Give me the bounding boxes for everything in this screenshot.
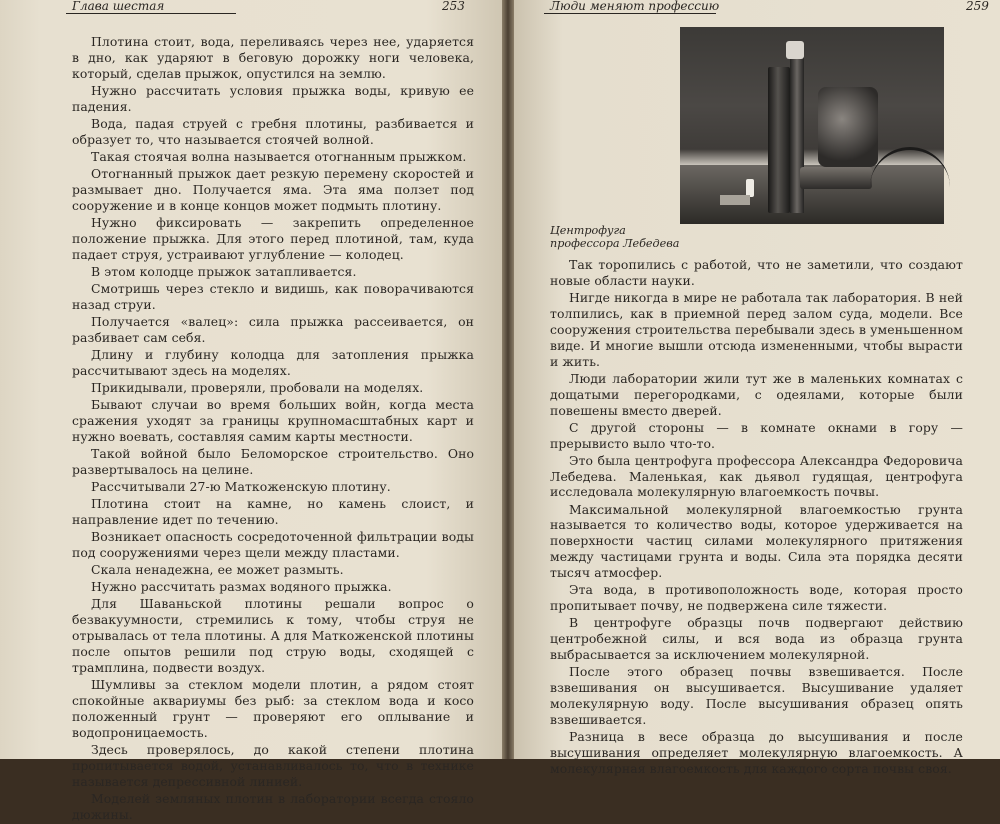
paragraph: Прикидывали, проверяли, пробовали на моделях.	[91, 379, 424, 395]
paragraph: Отогнанный прыжок дает резкую перемену скоростей и размывает дно. Получается яма. Эта яма ползет под сооружение и в конце концов может подмыть плотину.	[72, 166, 474, 213]
running-header-left: Глава шестая	[72, 0, 165, 13]
photo-blocks	[720, 195, 750, 205]
paragraph: Возникает опасность сосредоточенной фильтрации воды под сооружениями через щели между пластами.	[72, 529, 474, 560]
paragraph: Вода, падая струей с гребня плотины, разбивается и образует то, что называется стоячей волной.	[72, 115, 474, 147]
paragraph: Нужно рассчитать условия прыжка воды, кривую ее падения.	[72, 82, 474, 114]
photo-cap	[786, 41, 804, 59]
book-gutter	[502, 0, 514, 759]
paragraph: Так торопились с работой, что не заметили, что создают новые области науки.	[550, 257, 963, 288]
paragraph: Бывают случаи во время больших войн, когда места сражения уходят за границы крупномасштабных карт и нужно воевать, составляя самим карты местности.	[72, 397, 474, 444]
paragraph: Здесь проверялось, до какой степени плотина пропитывается водой, устанавливалось то, что в технике называется депрессивной линией.	[72, 741, 474, 789]
paragraph: Скала ненадежна, ее может размыть.	[91, 562, 344, 577]
photo-motor	[818, 87, 878, 167]
paragraph: Длину и глубину колодца для затопления прыжка рассчитывают здесь на моделях.	[72, 346, 474, 378]
page-number-left: 253	[442, 0, 465, 13]
page-number-right: 259	[966, 0, 989, 13]
paragraph: С другой стороны — в комнате окнами в гору — прерывисто выло что-то.	[550, 419, 963, 451]
paragraph: В этом колодце прыжок затапливается.	[91, 263, 357, 279]
right-page-text	[550, 257, 963, 778]
paragraph: Нужно фиксировать — закрепить определенное положение прыжка. Для этого перед плотиной, там, куда падает струя, устраивают углубление — колодец.	[72, 214, 474, 262]
paragraph: Нужно рассчитать размах водяного прыжка.	[91, 579, 392, 595]
photo-column-shaft	[790, 57, 804, 213]
paragraph: Эта вода, в противоположность воде, которая просто пропитывает почву, не подвержена силе тяжести.	[550, 582, 963, 614]
paragraph: Это была центрофуга профессора Александра Федоровича Лебедева. Маленькая, как дьявол гудящая, центрофуга исследовала молекулярную влагоемкость почвы.	[550, 452, 963, 500]
paragraph: Для Шаваньской плотины решали вопрос о безвакуумности, стремились к тому, чтобы струя не отрывалась от тела плотины. А для Маткоженской плотины после опытов решили под струю воды, сходящей с трамплина, подвести воздух.	[72, 596, 474, 675]
photo-cable	[870, 147, 950, 190]
paragraph: Моделей земляных плотин в лаборатории всегда стояло дюжины.	[72, 790, 474, 822]
left-page-text	[72, 34, 474, 824]
paragraph: Нигде никогда в мире не работала так лаборатория. В ней толпились, как в приемной перед залом суда, модели. Все сооружения строительства перебывали здесь в уменьшенном виде. И многие вышли отсюда измененными, чтобы вырасти и жить.	[550, 290, 963, 369]
paragraph: Смотришь через стекло и видишь, как поворачиваются назад струи.	[72, 280, 474, 312]
photo-base	[800, 167, 872, 189]
paragraph: Плотина стоит, вода, переливаясь через нее, ударяется в дно, как ударяют в беговую дорожку ноги человека, который, сделав прыжок, опустился на землю.	[72, 34, 474, 81]
paragraph: Шумливы за стеклом модели плотин, а рядом стоят спокойные аквариумы без рыб: за стеклом вода и косо положенный грунт — проверяют его оплывание и водопроницаемость.	[72, 676, 474, 740]
paragraph: Разница в весе образца до высушивания и после высушивания определяет молекулярную влагоемкость. А молекулярная влагоемкость для каждого сорта почвы своя.	[550, 728, 963, 776]
paragraph: Получается «валец»: сила прыжка рассеивается, он разбивает сам себя.	[72, 313, 474, 345]
paragraph: После этого образец почвы взвешивается. После взвешивания он высушивается. Высушивание удаляет молекулярную воду. После высушивания образец опять взвешивается.	[550, 664, 963, 727]
right-page	[514, 0, 1000, 776]
running-header-right: Люди меняют профессию	[550, 0, 720, 13]
centrifuge-photo	[680, 27, 944, 224]
paragraph: В центрофуге образцы почв подвергают действию центробежной силы, и вся вода из образца грунта выбрасывается за исключением молекулярной.	[550, 615, 963, 663]
header-rule-right	[544, 13, 716, 14]
paragraph: Люди лаборатории жили тут же в маленьких комнатах с дощатыми перегородками, с одеялами, которые были повешены вместо дверей.	[550, 370, 963, 418]
paragraph: Такая стоячая волна называется отогнанным прыжком.	[91, 148, 467, 164]
photo-caption: Центрофуга профессора Лебедева	[550, 224, 680, 250]
header-rule-left	[66, 13, 236, 14]
paragraph: Максимальной молекулярной влагоемкостью грунта называется то количество воды, которое удерживается на поверхности частиц силами молекулярного притяжения между частицами грунта и воды. Сила эта порядка десяти тысяч атмосфер.	[550, 501, 963, 581]
paragraph: Такой войной было Беломорское строительство. Оно развертывалось на целине.	[72, 445, 474, 477]
paragraph: Плотина стоит на камне, но камень слоист, и направление идет по течению.	[72, 496, 474, 527]
paragraph: Рассчитывали 27-ю Маткоженскую плотину.	[91, 478, 391, 494]
photo-column	[768, 67, 790, 213]
